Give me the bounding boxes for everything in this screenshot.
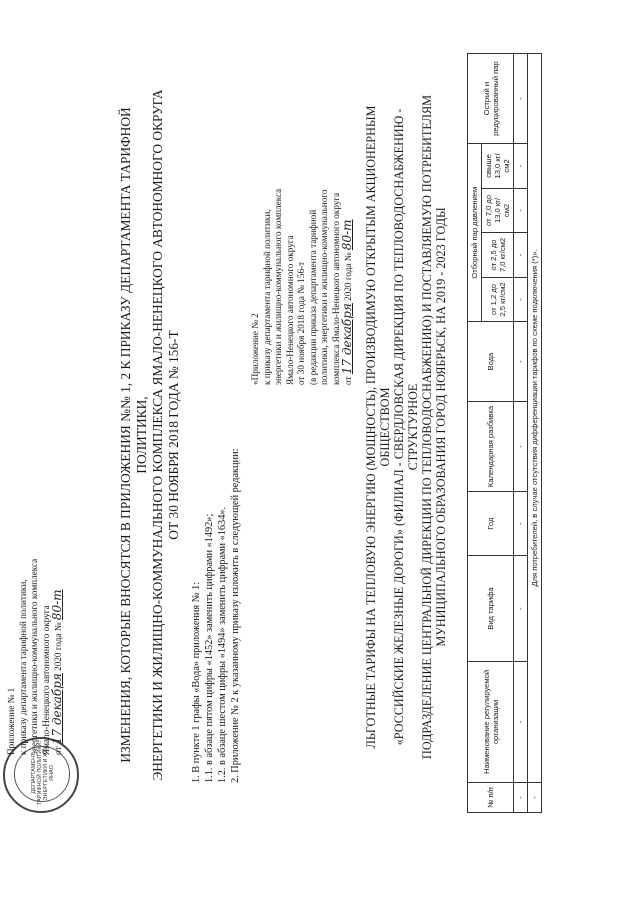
appendix-block [250,189,355,385]
section-title-line: «РОССИЙСКИЕ ЖЕЛЕЗНЫЕ ДОРОГИ» (ФИЛИАЛ - СВЕРДЛОВСКАЯ ДИРЕКЦИЯ ПО ТЕПЛОВОДОСНАБЖЕНИЮ - СТРУКТУРНОЕ [392,108,420,746]
table-cell: - [514,782,528,812]
subheader-steam-4: свыше 13,0 кг/см2 [482,144,514,189]
header-year: Год [468,492,514,556]
table-cell: - [514,277,528,322]
approval-line: энергетики и жилищно-коммунального комплекса [29,558,39,755]
table-row [514,54,528,813]
table-footer-row [528,54,542,813]
approval-line: Ямало-Ненецкого автономного округа [40,605,51,755]
amendment-item: 1. В пункте 1 графы «Вода» приложения № 1: [191,581,202,783]
appendix-line: от 30 ноября 2018 года № 156-т [296,261,306,385]
approval-date-handwritten: 17 декабря [50,673,64,745]
appendix-date-line [342,189,355,385]
table-cell: - [514,556,528,662]
approval-date-prefix: от [53,746,63,755]
approval-date-line [52,559,65,755]
document-title [118,85,182,785]
header-water: Вода [468,322,514,402]
table-cell: - [514,144,528,189]
header-hot-steam: Острый и редуцированный пар [468,54,514,144]
header-period: Календарная разбивка [468,401,514,491]
header-tariff: Вид тарифа [468,556,514,662]
appendix-line: политики, энергетики и жилищно-коммунального [319,189,329,385]
footer-note: Для потребителей, в случае отсутствия дифференциации тарифов по схеме подключения (*)». [528,54,542,783]
header-org: Наименование регулируемой организации [468,661,514,782]
appendix-line: комплекса Ямало-Ненецкого автономного округа [330,192,341,385]
amendment-item: 2. Приложение № 2 к указанному приказу изложить в следующей редакции: [230,448,241,783]
subheader-steam-3: от 7,0 до 13,0 кг/см2 [482,188,514,233]
table-cell: - [514,401,528,491]
appendix-line: «Приложение № 2 [250,313,260,385]
table-header-row [468,54,482,813]
tariff-section-title [364,67,448,787]
section-title-line: ЛЬГОТНЫЕ ТАРИФЫ НА ТЕПЛОВУЮ ЭНЕРГИЮ (МОЩНОСТЬ), ПРОИЗВОДИМУЮ ОТКРЫТЫМ АКЦИОНЕРНЫМ ОБЩЕСТВОМ [364,105,392,749]
title-line: ИЗМЕНЕНИЯ, КОТОРЫЕ ВНОСЯТСЯ В ПРИЛОЖЕНИЯ №№ 1, 2 К ПРИКАЗУ ДЕПАРТАМЕНТА ТАРИФНОЙ ПОЛИТИКИ, [118,107,149,763]
appendix-date-handwritten: 17 декабря [340,303,354,375]
tariff-table [467,53,542,813]
table-cell: - [514,492,528,556]
subheader-steam-2: от 2,5 до 7,0 кг/см2 [482,233,514,278]
header-num: № п/п [468,782,514,812]
appendix-line: (в редакции приказа департамента тарифной [307,209,318,385]
table-cell: - [514,661,528,782]
approval-line: Приложение № 1 [6,687,16,755]
amendment-item: 1.1. в абзаце пятом цифры «1452» заменить цифрами «1492»; [204,513,215,783]
title-line: ЭНЕРГЕТИКИ И ЖИЛИЩНО-КОММУНАЛЬНОГО КОМПЛЕКСА ЯМАЛО-НЕНЕЦКОГО АВТОНОМНОГО ОКРУГА [150,89,165,781]
table-cell: - [514,233,528,278]
amendment-items [190,449,242,783]
section-title-line: ПОДРАЗДЕЛЕНИЕ ЦЕНТРАЛЬНОЙ ДИРЕКЦИИ ПО ТЕПЛОВОДОСНАБЖЕНИЮ) И ПОСТАВЛЯЕМУЮ ПОТРЕБИТЕЛЯМ [420,95,434,759]
appendix-number-handwritten: 80-т [340,219,354,251]
subheader-steam-1: от 1,2 до 2,5 кг/см2 [482,277,514,322]
stamp-text: ДЕПАРТАМЕНТ ТАРИФНОЙ ПОЛИТИКИ, ЭНЕРГЕТИКИ И ЖКК ЯНАО [31,740,55,806]
section-title-line: МУНИЦИПАЛЬНОГО ОБРАЗОВАНИЯ ГОРОД НОЯБРЬСК, НА 2019 - 2023 ГОДЫ [434,207,448,647]
appendix-date-suffix: 2020 года № [343,252,353,301]
approval-date-suffix: 2020 года № [53,622,63,671]
appendix-line: Ямало-Ненецкого автономного округа [284,235,295,385]
header-steam: Отборный пар давлением [468,144,482,322]
approval-number-handwritten: 80-т [50,589,64,621]
title-line: ОТ 30 НОЯБРЯ 2018 ГОДА № 156-Т [166,330,181,540]
approval-block [6,559,65,755]
table-cell: - [514,54,528,144]
appendix-date-prefix: от [343,376,353,385]
table-cell: - [514,188,528,233]
table-cell: - [514,322,528,402]
appendix-line: энергетики и жилищно-коммунального комплекса [273,188,283,385]
approval-line: к приказу департамента тарифной политики, [17,579,28,755]
amendment-item: 1.2. в абзаце шестом цифры «1494» заменить цифрами «1634». [217,506,228,783]
appendix-line: к приказу департамента тарифной политики, [261,209,272,385]
footer-num: - [528,782,542,812]
